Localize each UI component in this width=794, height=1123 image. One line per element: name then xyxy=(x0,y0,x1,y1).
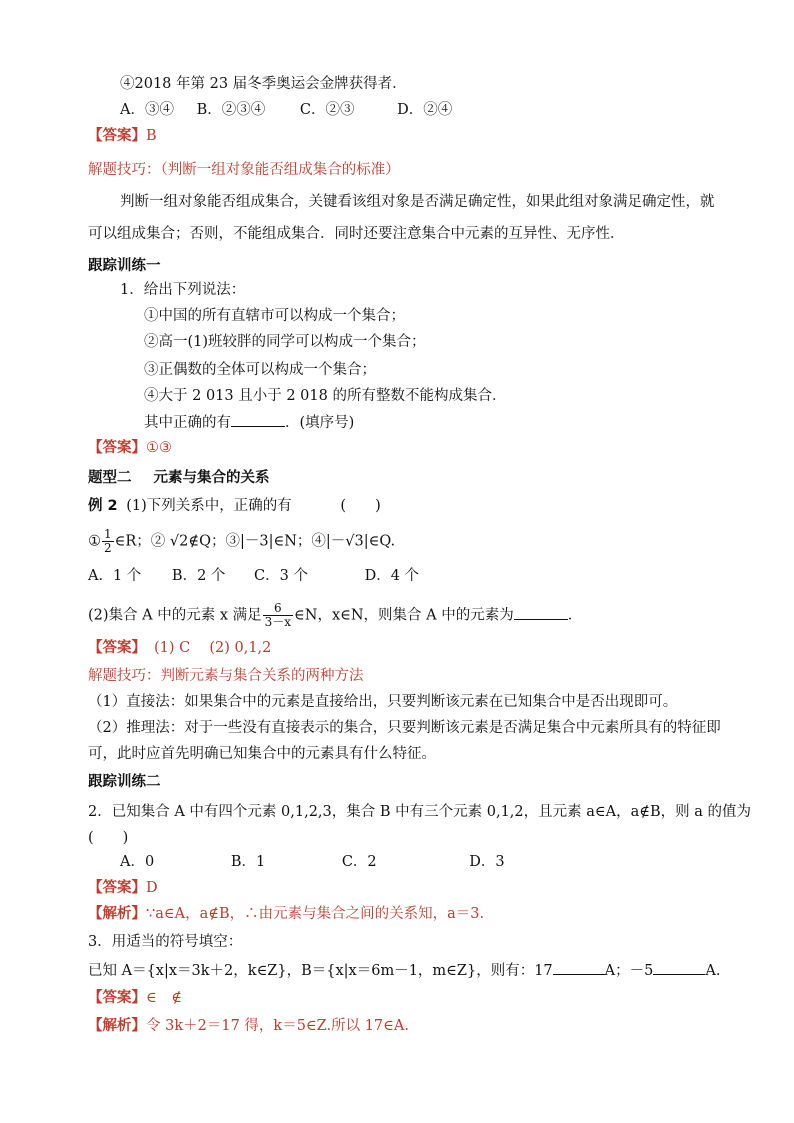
relations-line xyxy=(88,528,395,555)
heading-label: 题型二 xyxy=(88,470,132,486)
tip-subtitle: 判断元素与集合关系的两种方法 xyxy=(160,668,364,684)
option-c: C．3 个 xyxy=(254,568,308,584)
option-a: A．0 xyxy=(120,854,155,870)
question-3-line2 xyxy=(88,960,720,981)
fill-in-line xyxy=(144,412,354,433)
question-2-line1: 2．已知集合 A 中有四个元素 0,1,2,3，集合 B 中有三个元素 0,1,2，且元素 a∈A，a∉B，则 a 的值为 xyxy=(88,804,751,820)
section-heading: 跟踪训练二 xyxy=(88,774,161,790)
question-3-line1: 3．用适当的符号填空： xyxy=(88,934,243,950)
answer-line xyxy=(88,638,271,658)
answer-blank xyxy=(514,605,568,620)
rel-rest: ∈R；② √2∉Q；③|－3|∈N；④|－√3|∈Q. xyxy=(114,533,396,550)
tip-paragraph-line2: 可以组成集合；否则，不能组成集合．同时还要注意集合中元素的互异性、无序性． xyxy=(88,226,625,242)
question-2-line xyxy=(88,602,582,629)
q2-end: ． xyxy=(567,607,583,624)
analysis-text: ∵a∈A，a∉B，∴由元素与集合之间的关系知，a＝3. xyxy=(146,906,485,922)
fraction-denominator: 3－x xyxy=(264,615,292,629)
option-a: A．1 个 xyxy=(88,568,142,584)
fraction-6-over xyxy=(263,602,293,629)
analysis-line xyxy=(88,1016,409,1036)
option-b: B．1 xyxy=(230,854,266,870)
fraction-denominator: 2 xyxy=(104,541,112,555)
question-intro: 1．给出下列说法： xyxy=(120,282,246,298)
fraction-one-half xyxy=(102,528,114,555)
answer-tag: 【答案】 xyxy=(88,990,146,1006)
tip-title: 解题技巧： xyxy=(88,668,161,684)
answer-tag: 【答案】 xyxy=(88,440,146,456)
fraction-numerator: 6 xyxy=(263,602,293,616)
analysis-text: 令 3k＋2＝17 得，k＝5∈Z.所以 17∈A. xyxy=(146,1018,409,1034)
analysis-tag: 【解析】 xyxy=(88,1018,146,1034)
option-d: D．3 xyxy=(469,854,505,870)
method-2-line1: （2）推理法：对于一些没有直接表示的集合，只要判断该元素是否满足集合中元素所具有的特征即 xyxy=(88,720,721,736)
tip-title: 解题技巧： xyxy=(88,162,161,178)
rel-prefix: ① xyxy=(88,533,101,550)
answer-line xyxy=(88,988,182,1008)
answer-blank xyxy=(231,412,285,427)
fill-prefix: 其中正确的有 xyxy=(144,415,231,431)
answer-value: D xyxy=(146,880,158,896)
example-paren: ( ) xyxy=(340,498,381,514)
answer-value: ∈ ∉ xyxy=(146,990,182,1006)
q2-prefix: (2)集合 A 中的元素 x 满足 xyxy=(88,607,262,624)
section-heading xyxy=(88,468,270,488)
options-row xyxy=(88,566,419,586)
option-b: B．②③④ xyxy=(196,102,266,118)
statement-3: ③正偶数的全体可以构成一个集合； xyxy=(144,362,376,378)
answer-tag: 【答案】 xyxy=(88,880,146,896)
option-c: C．2 xyxy=(341,854,377,870)
answer-value: B xyxy=(146,128,157,144)
q2-middle: ∈N，x∈N，则集合 A 中的元素为 xyxy=(294,607,514,624)
tip-heading xyxy=(88,666,364,686)
statement-1: ①中国的所有直辖市可以构成一个集合； xyxy=(144,308,405,324)
option-b: B．2 个 xyxy=(171,568,226,584)
example-line xyxy=(88,496,381,516)
answer-line xyxy=(88,438,172,458)
item-4: ④2018 年第 23 届冬季奥运会金牌获得者． xyxy=(120,76,407,92)
tip-paragraph-line1: 判断一组对象能否组成集合，关键看该组对象是否满足确定性，如果此组对象满足确定性，就 xyxy=(120,194,715,210)
option-d: D．4 个 xyxy=(364,568,420,584)
answer-line xyxy=(88,878,158,898)
question-2-line2: ( ) xyxy=(88,830,129,846)
analysis-line xyxy=(88,904,484,924)
method-2-line2: 可，此时应首先明确已知集合中的元素具有什么特征。 xyxy=(88,746,436,762)
method-1: （1）直接法：如果集合中的元素是直接给出，只要判断该元素在已知集合中是否出现即可。 xyxy=(88,694,678,710)
fraction-numerator: 1 xyxy=(104,527,112,541)
fill-suffix: ．(填序号) xyxy=(285,415,355,431)
tip-heading xyxy=(88,160,400,180)
heading-title: 元素与集合的关系 xyxy=(153,470,270,486)
example-question: (1)下列关系中，正确的有 xyxy=(126,498,292,514)
statement-2: ②高一(1)班较胖的同学可以构成一个集合； xyxy=(144,334,426,350)
option-a: A．③④ xyxy=(120,102,174,118)
answer-tag: 【答案】 xyxy=(88,128,146,144)
answer-line xyxy=(88,126,157,146)
answer-value: (1) C (2) 0,1,2 xyxy=(154,640,272,656)
tip-subtitle: （判断一组对象能否组成集合的标准） xyxy=(160,162,400,178)
answer-blank xyxy=(553,960,605,975)
example-label: 例 2 xyxy=(88,498,118,514)
q3-part-a: 已知 A＝{x|x＝3k＋2，k∈Z}，B＝{x|x＝6m－1，m∈Z}，则有：17 xyxy=(88,963,553,979)
options-row xyxy=(120,852,505,872)
q3-part-b: A；－5 xyxy=(604,963,654,979)
option-c: C．②③ xyxy=(299,102,355,118)
answer-value: ①③ xyxy=(146,440,172,456)
option-d: D．②④ xyxy=(397,102,453,118)
answer-blank xyxy=(653,960,705,975)
analysis-tag: 【解析】 xyxy=(88,906,146,922)
answer-tag: 【答案】 xyxy=(88,640,146,656)
statement-4: ④大于 2 013 且小于 2 018 的所有整数不能构成集合． xyxy=(144,388,507,404)
section-heading: 跟踪训练一 xyxy=(88,258,161,274)
options-row xyxy=(120,100,452,120)
q3-part-c: A. xyxy=(705,963,721,979)
